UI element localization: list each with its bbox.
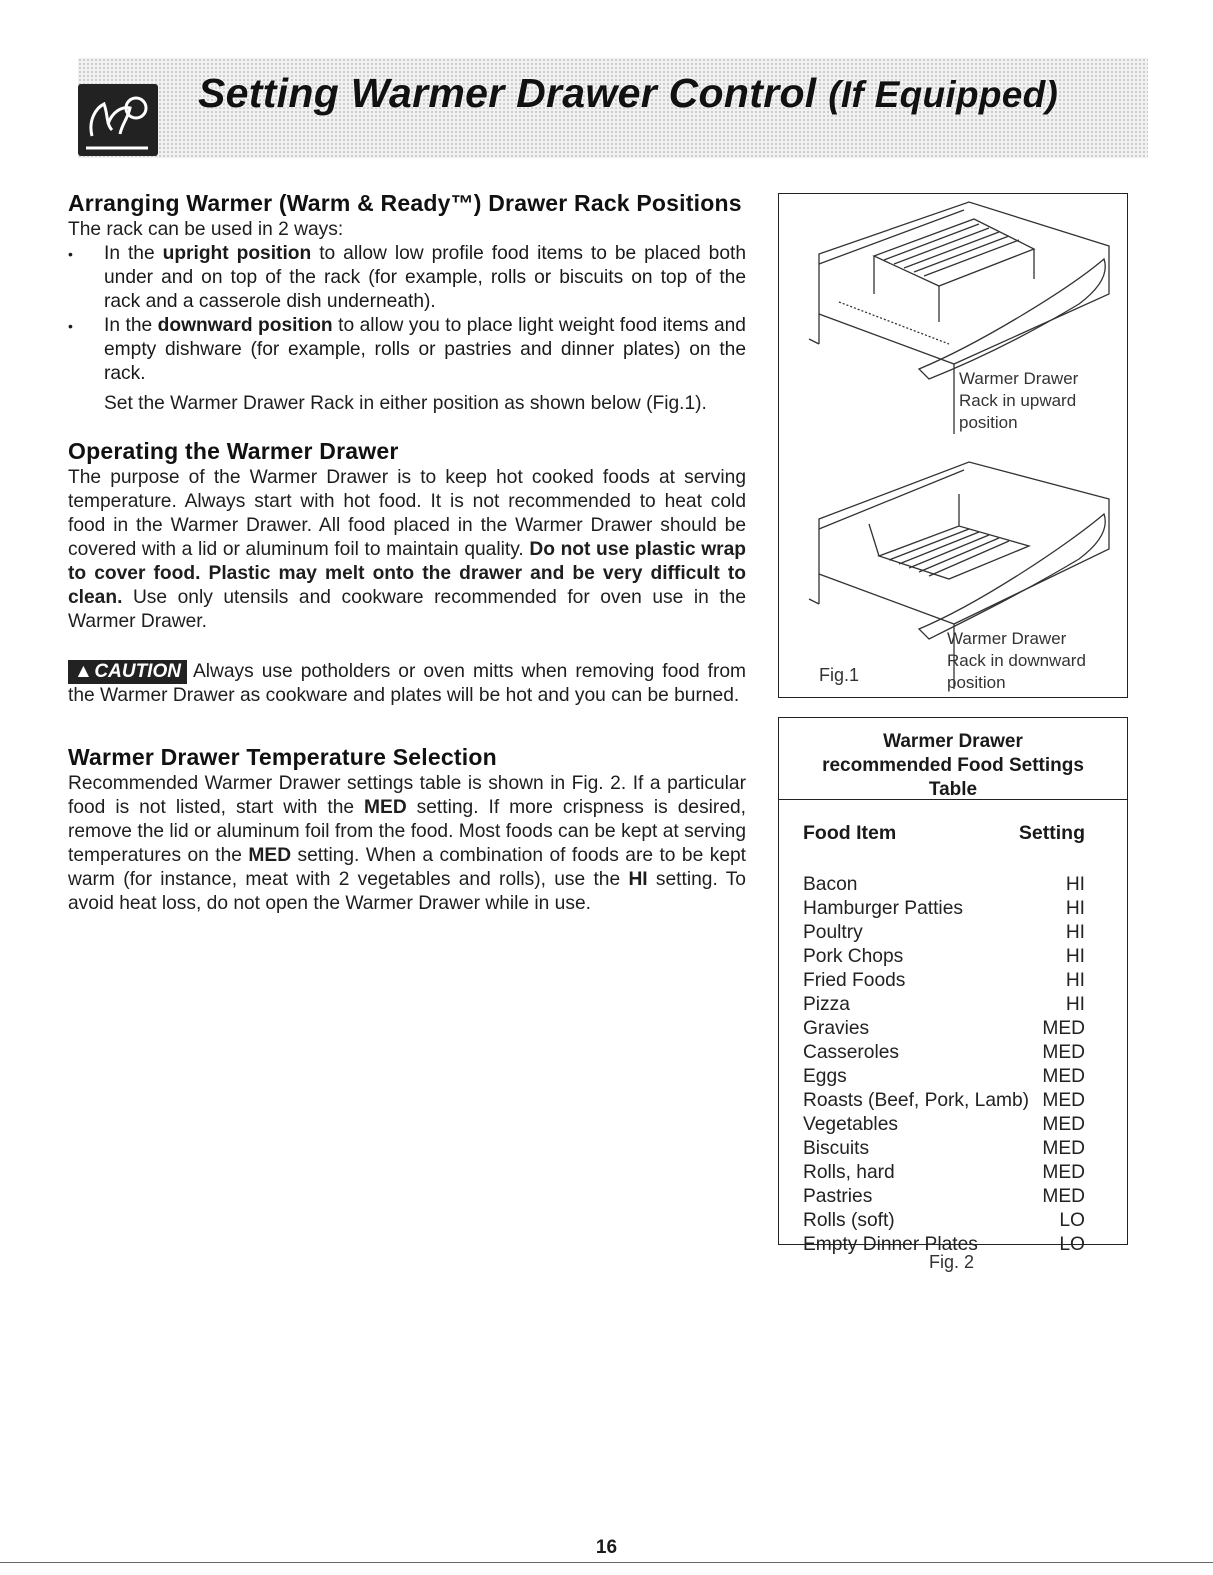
- food-settings-table: [778, 717, 1128, 1255]
- table-row: [803, 1113, 1085, 1137]
- table-row: [803, 1185, 1085, 1209]
- setting-cell: HI: [1065, 970, 1085, 991]
- temperature-paragraph: Recommended Warmer Drawer settings table is shown in Fig. 2. If a particular food is not listed, start with the MED setting. If more crispness is desired, remove the lid or aluminum foil from the food. Most foods can be kept at serving temperatures on the MED setting. When a combination of foods are to be kept warm (for instance, meat with 2 vegetables and rolls), use the HI setting. To avoid heat loss, do not open the Warmer Drawer while in use.: [68, 773, 746, 914]
- food-item-cell: Rolls, hard: [803, 1162, 895, 1183]
- table-row: [803, 921, 1085, 945]
- setting-cell: MED: [1042, 1066, 1085, 1087]
- table-row: [803, 1089, 1085, 1113]
- bottom-divider: [0, 1562, 1213, 1563]
- table-row: [803, 1137, 1085, 1161]
- food-item-cell: Rolls (soft): [803, 1210, 895, 1231]
- table-header: [803, 822, 1085, 845]
- list-item: • In the downward position to allow you to place light weight food items and empty dishware (for example, rolls or pastries and dinner plates) on the rack.: [68, 314, 746, 386]
- food-item-cell: Biscuits: [803, 1138, 870, 1159]
- food-item-cell: Hamburger Patties: [803, 898, 963, 919]
- table-body: [803, 873, 1085, 1257]
- setting-cell: LO: [1059, 1210, 1085, 1231]
- setting-cell: MED: [1042, 1186, 1085, 1207]
- section-heading-operating: Operating the Warmer Drawer: [68, 438, 399, 464]
- setting-cell: HI: [1065, 898, 1085, 919]
- column-header-food-item: Food Item: [803, 822, 897, 844]
- list-item: • In the upright position to allow low profile food items to be placed both under and on top of the rack (for example, rolls or biscuits on top of the rack and a casserole dish underneath).: [68, 242, 746, 314]
- table-row: [803, 1209, 1085, 1233]
- page-title: Setting Warmer Drawer Control (If Equipped): [198, 70, 1059, 116]
- table-row: [803, 873, 1085, 897]
- setting-cell: HI: [1065, 946, 1085, 967]
- caution-paragraph: ▲ CAUTION Always use potholders or oven mitts when removing food from the Warmer Drawer as cookware and plates will be hot and you can be burned.: [68, 661, 746, 706]
- setting-cell: MED: [1042, 1162, 1085, 1183]
- hands-control-icon: [78, 84, 158, 156]
- set-rack-instruction: Set the Warmer Drawer Rack in either position as shown below (Fig.1).: [104, 393, 707, 414]
- setting-cell: MED: [1042, 1138, 1085, 1159]
- food-item-cell: Eggs: [803, 1066, 847, 1087]
- figure-rack-positions: [778, 193, 1128, 698]
- setting-cell: MED: [1042, 1042, 1085, 1063]
- setting-cell: LO: [1059, 1234, 1085, 1255]
- fig2-label: Fig. 2: [929, 1252, 975, 1272]
- table-row: [803, 897, 1085, 921]
- food-item-cell: Pizza: [803, 994, 850, 1015]
- food-item-cell: Vegetables: [803, 1114, 898, 1135]
- setting-cell: MED: [1042, 1090, 1085, 1111]
- table-row: [803, 969, 1085, 993]
- section-heading-rack-positions: Arranging Warmer (Warm & Ready™) Drawer Rack Positions: [68, 190, 742, 216]
- upper-caption: Warmer Drawer Rack in upward position: [959, 369, 1079, 432]
- food-item-cell: Roasts (Beef, Pork, Lamb): [803, 1090, 1030, 1111]
- caution-badge: ▲ CAUTION: [68, 660, 187, 684]
- setting-cell: HI: [1065, 874, 1085, 895]
- food-item-cell: Fried Foods: [803, 970, 906, 991]
- food-item-cell: Empty Dinner Plates: [803, 1234, 978, 1255]
- food-item-cell: Poultry: [803, 922, 863, 943]
- table-row: [803, 945, 1085, 969]
- table-row: [803, 1161, 1085, 1185]
- rack-intro: The rack can be used in 2 ways:: [68, 219, 344, 240]
- warning-triangle-icon: ▲: [74, 661, 93, 682]
- food-item-cell: Casseroles: [803, 1042, 899, 1063]
- drawer-illustration: [779, 194, 1126, 696]
- setting-cell: MED: [1042, 1114, 1085, 1135]
- food-item-cell: Gravies: [803, 1018, 870, 1039]
- food-item-cell: Bacon: [803, 874, 858, 895]
- food-item-cell: Pork Chops: [803, 946, 904, 967]
- table-row: [803, 1041, 1085, 1065]
- setting-cell: HI: [1065, 994, 1085, 1015]
- operating-paragraph: The purpose of the Warmer Drawer is to keep hot cooked foods at serving temperature. Always start with hot food. It is not recommended to heat cold food in the Warmer Drawer. All food placed in the Warmer Drawer should be covered with a lid or aluminum foil to maintain quality. Do not use plastic wrap to cover food. Plastic may melt onto the drawer and be very difficult to clean. Use only utensils and cookware recommended for oven use in the Warmer Drawer.: [68, 467, 746, 632]
- table-title: Warmer Drawer recommended Food Settings Table: [779, 718, 1127, 800]
- fig1-label: Fig.1: [819, 665, 860, 685]
- column-header-setting: Setting: [1018, 822, 1085, 844]
- lower-caption: Warmer Drawer Rack in downward position: [947, 629, 1086, 692]
- main-text-column: [68, 188, 746, 916]
- table-row: [803, 1017, 1085, 1041]
- page-number: 16: [595, 1537, 618, 1558]
- setting-cell: HI: [1065, 922, 1085, 943]
- table-row: [803, 993, 1085, 1017]
- food-item-cell: Pastries: [803, 1186, 873, 1207]
- rack-position-list: [68, 242, 746, 386]
- table-row: [803, 1065, 1085, 1089]
- setting-cell: MED: [1042, 1018, 1085, 1039]
- section-heading-temperature: Warmer Drawer Temperature Selection: [68, 744, 497, 770]
